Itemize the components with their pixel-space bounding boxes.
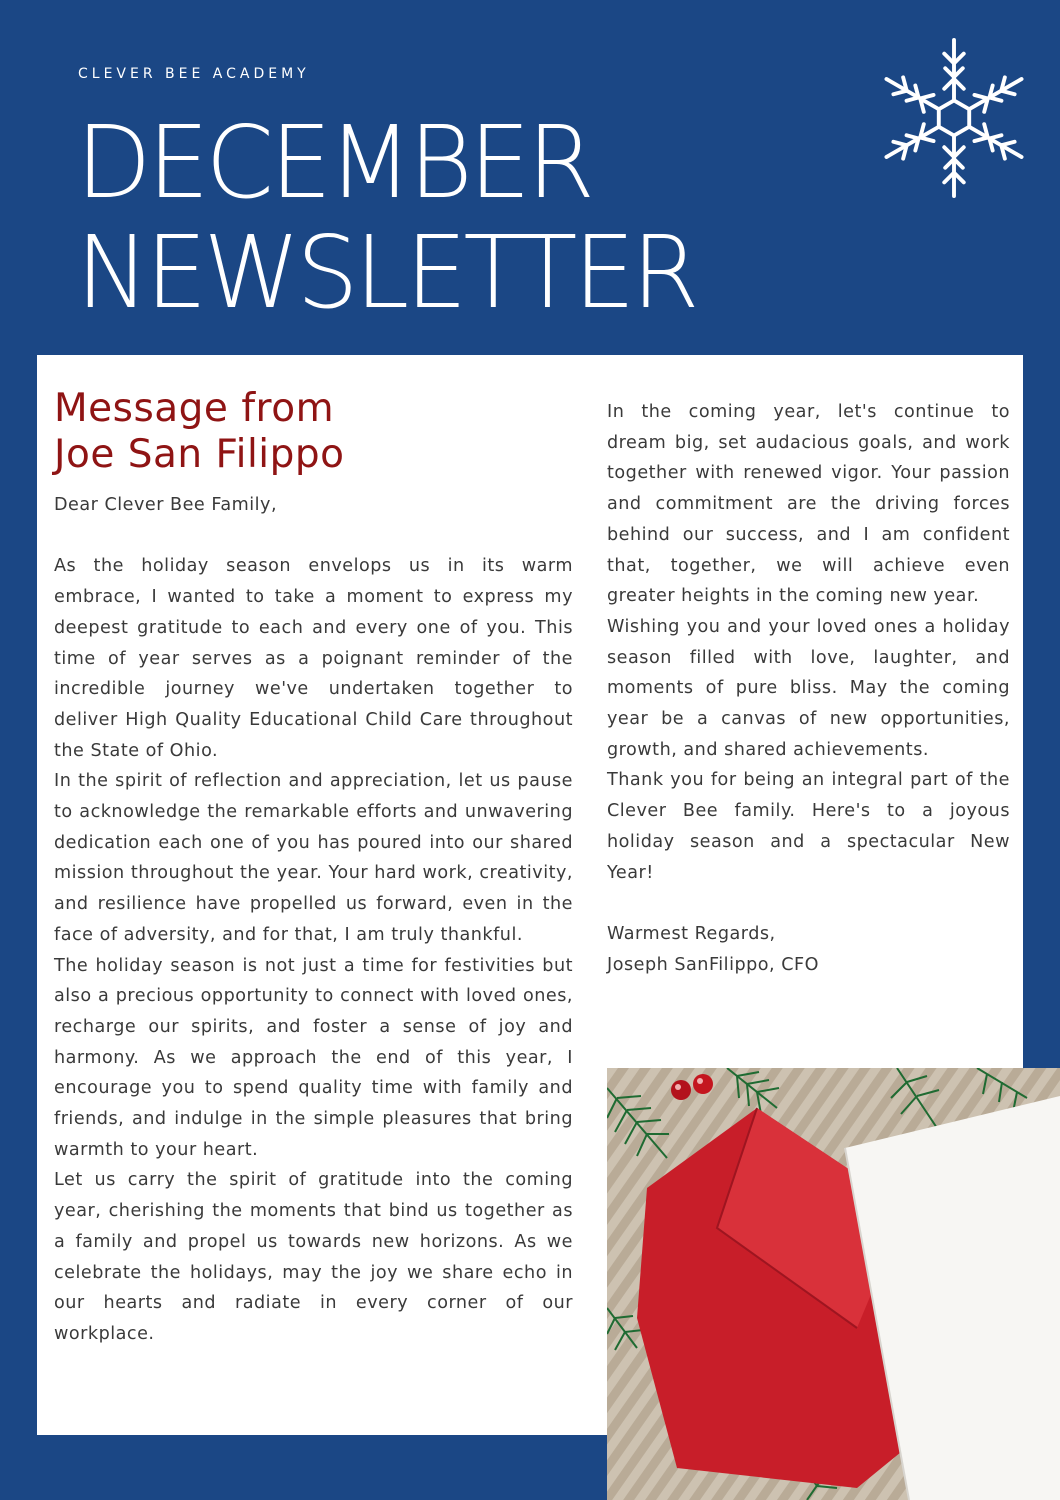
paragraph: In the spirit of reflection and appreciation, let us pause to acknowledge the remarkable efforts and unwavering dedication each one of you has poured into our shared mission throughout the year. Your hard work, creativity, and resilience have propelled us forward, even in the face of adversity, and for that, I am truly thankful. (54, 771, 573, 945)
message-left-column (54, 386, 573, 1350)
paragraph: Let us carry the spirit of gratitude into the coming year, cherishing the moments that bind us together as a family and propel us towards new horizons. As we celebrate the holidays, may the joy we share echo in our hearts and radiate in every corner of our workplace. (54, 1170, 573, 1344)
message-heading-line-2: Joe San Filippo (54, 432, 345, 477)
paragraph: The holiday season is not just a time for festivities but also a precious opportunity to connect with loved ones, recharge our spirits, and foster a sense of joy and harmony. As we approach the end of this year, I encourage you to spend quality time with family and friends, and indulge in the simple pleasures that bring warmth to your heart. (54, 955, 573, 1160)
paragraph: In the coming year, let's continue to dream big, set audacious goals, and work together with renewed vigor. Your passion and commitment are the driving forces behind our success, and I am confident that, together, we will achieve even greater heights in the coming new year. (607, 402, 1010, 607)
closing: Warmest Regards, (607, 923, 776, 944)
signature: Joseph SanFilippo, CFO (607, 954, 819, 975)
message-heading (54, 386, 573, 478)
academy-name: CLEVER BEE ACADEMY (78, 66, 310, 82)
berry-icon (693, 1074, 713, 1094)
holiday-envelope-photo (607, 1068, 1060, 1500)
title-line-2: NEWSLETTER (76, 214, 696, 331)
berry-icon (671, 1080, 691, 1100)
paragraph: Wishing you and your loved ones a holiday season filled with love, laughter, and moments of pure bliss. May the coming year be a canvas of new opportunities, growth, and shared achievements. (607, 616, 1010, 760)
newsletter-title (76, 104, 696, 331)
title-line-1: DECEMBER (76, 104, 592, 221)
snowflake-icon (876, 34, 1032, 202)
message-right-column (607, 397, 1010, 980)
message-heading-line-1: Message from (54, 386, 335, 431)
spacer (607, 888, 1010, 919)
paragraph: Thank you for being an integral part of the Clever Bee family. Here's to a joyous holiday season and a spectacular New Year! (607, 770, 1010, 883)
paragraph: As the holiday season envelops us in its warm embrace, I wanted to take a moment to express my deepest gratitude to each and every one of you. This time of year serves as a poignant reminder of the incredible journey we've undertaken together to deliver High Quality Educational Child Care throughout the State of Ohio. (54, 556, 573, 761)
salutation: Dear Clever Bee Family, (54, 495, 278, 515)
